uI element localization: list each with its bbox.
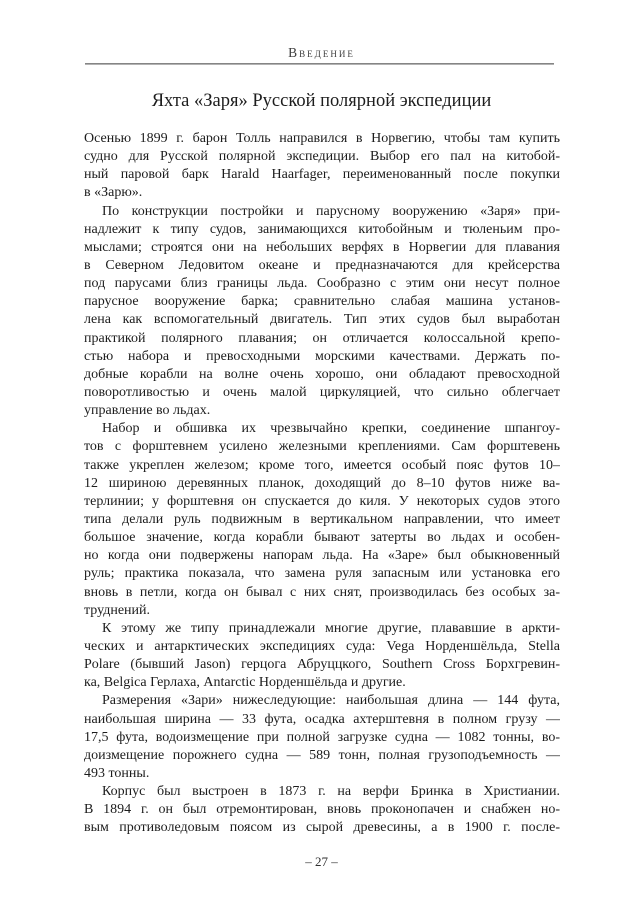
text-line: ный паровой барк Harald Haarfager, переименованный после покупки [84, 167, 560, 183]
text-line: 493 тонны. [84, 765, 150, 781]
header-rule [85, 63, 554, 65]
paragraph [84, 420, 560, 620]
chapter-title: Яхта «Заря» Русской полярной экспедиции [151, 91, 492, 111]
text-line: Осенью 1899 г. барон Толль направился в Норвегию, чтобы там купить [84, 131, 560, 146]
paragraph [84, 692, 560, 783]
text-line: вым противоледовым поясом из сырой древесины, а в 1900 г. после- [84, 820, 560, 836]
text-line: под парусами близ границы льда. Сообразно с этим они несут полное [84, 276, 560, 292]
text-line: К этому же типу принадлежали многие другие, плававшие в аркти- [102, 620, 560, 636]
paragraph [84, 130, 560, 203]
paragraph [84, 203, 560, 421]
text-line: руль; практика показала, что замена руля запасным или установка его [84, 566, 560, 582]
text-line: судно для Русской полярной экспедиции. Выбор его пал на китобой- [84, 149, 560, 165]
text-line: в Северном Ледовитом океане и предназначаются для крейсерства [84, 257, 560, 273]
text-line: поворотливостью и очень малой циркуляцией, что сильно облегчает [84, 384, 560, 400]
text-line: терлинии; у форштевня он спускается до киля. У некоторых судов этого [84, 493, 560, 509]
running-header: Введение [288, 45, 355, 60]
text-line: большое значение, когда корабли бывают затерты во льдах и особен- [84, 530, 560, 546]
text-line: но когда они подвержены напорам льда. На «Заре» был обыкновенный [84, 548, 560, 564]
text-line: По конструкции постройки и парусному вооружению «Заря» при- [102, 203, 560, 219]
text-line: 12 шириною деревянных планок, доходящий до 8–10 футов ниже ва- [84, 475, 560, 491]
text-line: вновь в петли, когда он бывал с них снят, производилась без особых за- [84, 584, 560, 600]
text-line: Размерения «Зари» нижеследующие: наибольшая длина — 144 фута, [102, 693, 560, 709]
text-line: лена как вспомогательный двигатель. Тип этих судов был выработан [84, 312, 560, 328]
text-line: надлежит к типу судов, занимающихся китобойным и тюленьим про- [84, 221, 560, 237]
text-line: труднений. [84, 602, 151, 618]
paragraph [84, 783, 560, 837]
text-line: доизмещение порожнего судна — 589 тонн, полная грузоподъемность — [84, 747, 560, 763]
text-line: Набор и обшивка их чрезвычайно крепки, соединение шпангоу- [102, 421, 560, 437]
text-line: парусное вооружение барка; сравнительно слабая машина установ- [84, 294, 560, 310]
body-text [84, 130, 560, 837]
text-line: тов с форштевнем усилено железными креплениями. Сам форштевень [84, 439, 560, 455]
text-line: 17,5 фута, водоизмещение при полной загрузке судна — 1082 тонны, во- [84, 729, 560, 745]
text-line: практикой полярного плавания; он отличается колоссальной крепо- [84, 330, 560, 346]
text-line: мыслами; строятся они на небольших верфях в Норвегии для плавания [84, 239, 560, 255]
text-line: типа делали руль подвижным в вертикальном направлении, что имеет [84, 511, 560, 527]
text-line: наибольшая ширина — 33 фута, осадка ахтерштевня в полном грузу — [84, 711, 560, 727]
text-line: стью набора и превосходными морскими качествами. Держать по- [84, 348, 560, 364]
page-number: – 27 – [305, 854, 338, 869]
text-line: ческих и антарктических экспедициях суда: Vega Норденшёльда, Stella [84, 638, 560, 654]
text-line: Polare (бывший Jason) герцога Абруццкого, Southern Cross Борхгревин- [84, 657, 560, 673]
text-line: В 1894 г. он был отремонтирован, вновь проконопачен и снабжен но- [84, 802, 560, 818]
paragraph [84, 620, 560, 693]
text-line: ка, Belgica Герлаха, Antarctic Норденшёльда и другие. [84, 675, 406, 691]
text-line: в «Зарю». [84, 185, 143, 201]
text-line: Корпус был выстроен в 1873 г. на верфи Бринка в Христиании. [102, 784, 560, 800]
text-line: также укреплен железом; кроме того, имеется особый пояс футов 10– [84, 457, 560, 473]
text-line: управление во льдах. [84, 403, 211, 419]
text-line: добные корабли на волне очень хорошо, они обладают превосходной [84, 366, 560, 382]
